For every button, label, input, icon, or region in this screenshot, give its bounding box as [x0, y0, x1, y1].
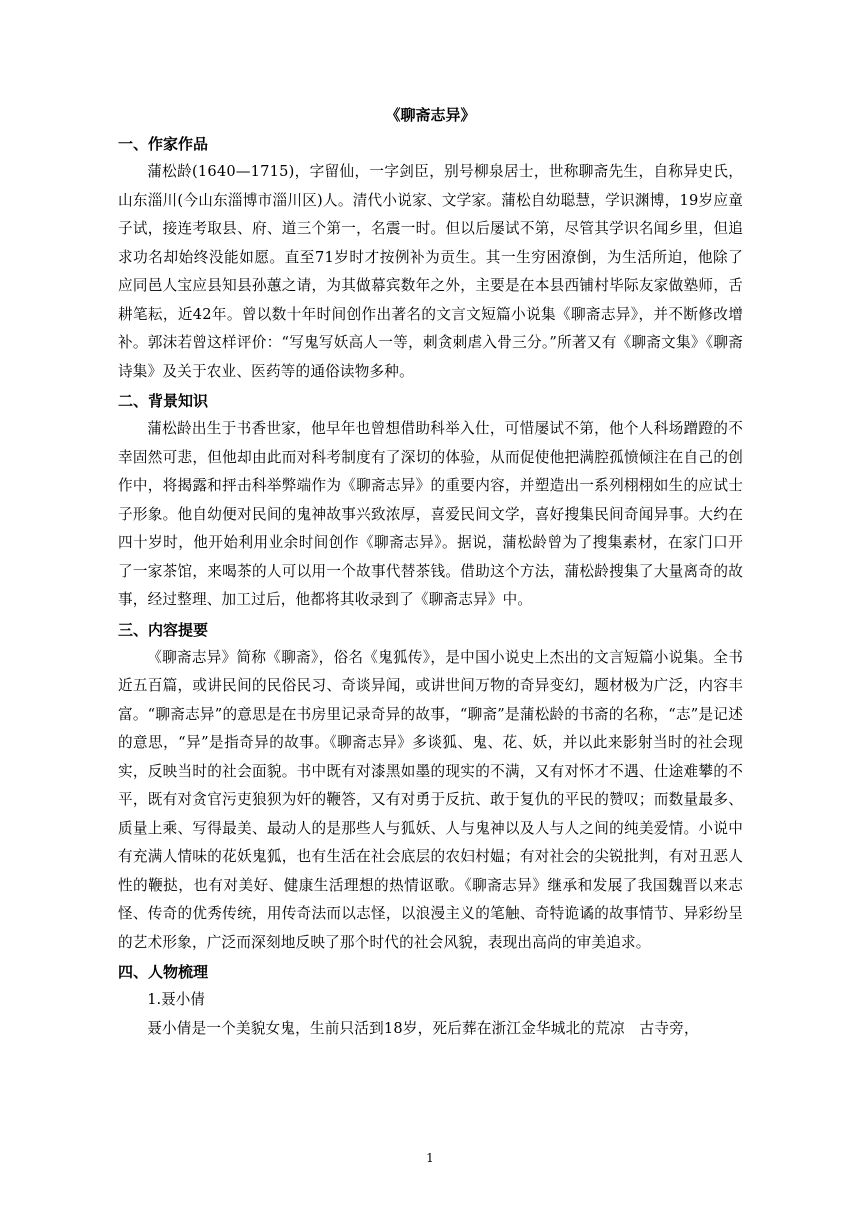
paragraph-author: 蒲松龄(1640—1715)，字留仙，一字剑臣，别号柳泉居士，世称聊斋先生，自称异史氏，山东淄川(今山东淄博市淄川区)人。清代小说家、文学家。蒲松自幼聪慧，学识渊博，19岁应童子试，接连考取县、府、道三个第一，名震一时。但以后屡试不第，尽管其学识名闻乡里，但追求功名却始终没能如愿。直至71岁时才按例补为贡生。其一生穷困潦倒，为生活所迫，他除了应同邑人宝应县知县孙蕙之请，为其做幕宾数年之外，主要是在本县西铺村毕际友家做塾师，舌耕笔耘，近42年。曾以数十年时间创作出著名的文言文短篇小说集《聊斋志异》，并不断修改增补。郭沫若曾这样评价：“写鬼写妖高人一等，刺贪刺虐入骨三分。”所著又有《聊斋文集》《聊斋诗集》及关于农业、医药等的通俗读物多种。	[118, 163, 743, 380]
page-number: 1	[426, 1151, 434, 1165]
paragraph-summary: 《聊斋志异》简称《聊斋》，俗名《鬼狐传》，是中国小说史上杰出的文言短篇小说集。全书近五百篇，或讲民间的民俗民习、奇谈异闻，或讲世间万物的奇异变幻，题材极为广泛，内容丰富。“聊斋志异”的意思是在书房里记录奇异的故事，“聊斋”是蒲松龄的书斋的名称，“志”是记述的意思，“异”是指奇异的故事。《聊斋志异》多谈狐、鬼、花、妖，并以此来影射当时的社会现实，反映当时的社会面貌。书中既有对漆黑如墨的现实的不满，又有对怀才不遇、仕途难攀的不平，既有对贪官污吏狼狈为奸的鞭答，又有对勇于反抗、敢于复仇的平民的赞叹；而数量最多、质量上乘、写得最美、最动人的是那些人与狐妖、人与鬼神以及人与人之间的纯美爱情。小说中有充满人情味的花妖鬼狐，也有生活在社会底层的农妇村媪；有对社会的尖锐批判，有对丑恶人性的鞭挞，也有对美好、健康生活理想的热情讴歌。《聊斋志异》继承和发展了我国魏晋以来志怪、传奇的优秀传统，用传奇法而以志怪，以浪漫主义的笔触、奇特诡谲的故事情节、异彩纷呈的艺术形象，广泛而深刻地反映了那个时代的社会风貌，表现出高尚的审美追求。	[118, 648, 743, 951]
document-body	[118, 101, 743, 1043]
section-heading-characters: 四、人物梳理	[118, 963, 209, 981]
section-heading-background: 二、背景知识	[118, 392, 209, 410]
document-title: 《聊斋志异》	[385, 106, 476, 124]
section-heading-summary: 三、内容提要	[118, 620, 209, 639]
paragraph-nie-xiaoqian: 聂小倩是一个美貌女鬼，生前只活到18岁，死后葬在浙江金华城北的荒凉 古寺旁，	[147, 1019, 699, 1037]
paragraph-background: 蒲松龄出生于书香世家，他早年也曾想借助科举入仕，可惜屡试不第，他个人科场蹭蹬的不幸固然可悲，但他却由此而对科考制度有了深切的体验，从而促使他把满腔孤愤倾注在自己的创作中，将揭露和抨击科举弊端作为《聊斋志异》的重要内容，并塑造出一系列栩栩如生的应试士子形象。他自幼便对民间的鬼神故事兴致浓厚，喜爱民间文学，喜好搜集民间奇闻异事。大约在四十岁时，他开始利用业余时间创作《聊斋志异》。据说，蒲松龄曾为了搜集素材，在家门口开了一家茶馆，来喝茶的人可以用一个故事代替茶钱。借助这个方法，蒲松龄搜集了大量离奇的故事，经过整理、加工过后，他都将其收录到了《聊斋志异》中。	[118, 420, 743, 608]
section-heading-author: 一、作家作品	[118, 135, 209, 153]
character-subheading-nie-xiaoqian: 1.聂小倩	[147, 991, 205, 1008]
